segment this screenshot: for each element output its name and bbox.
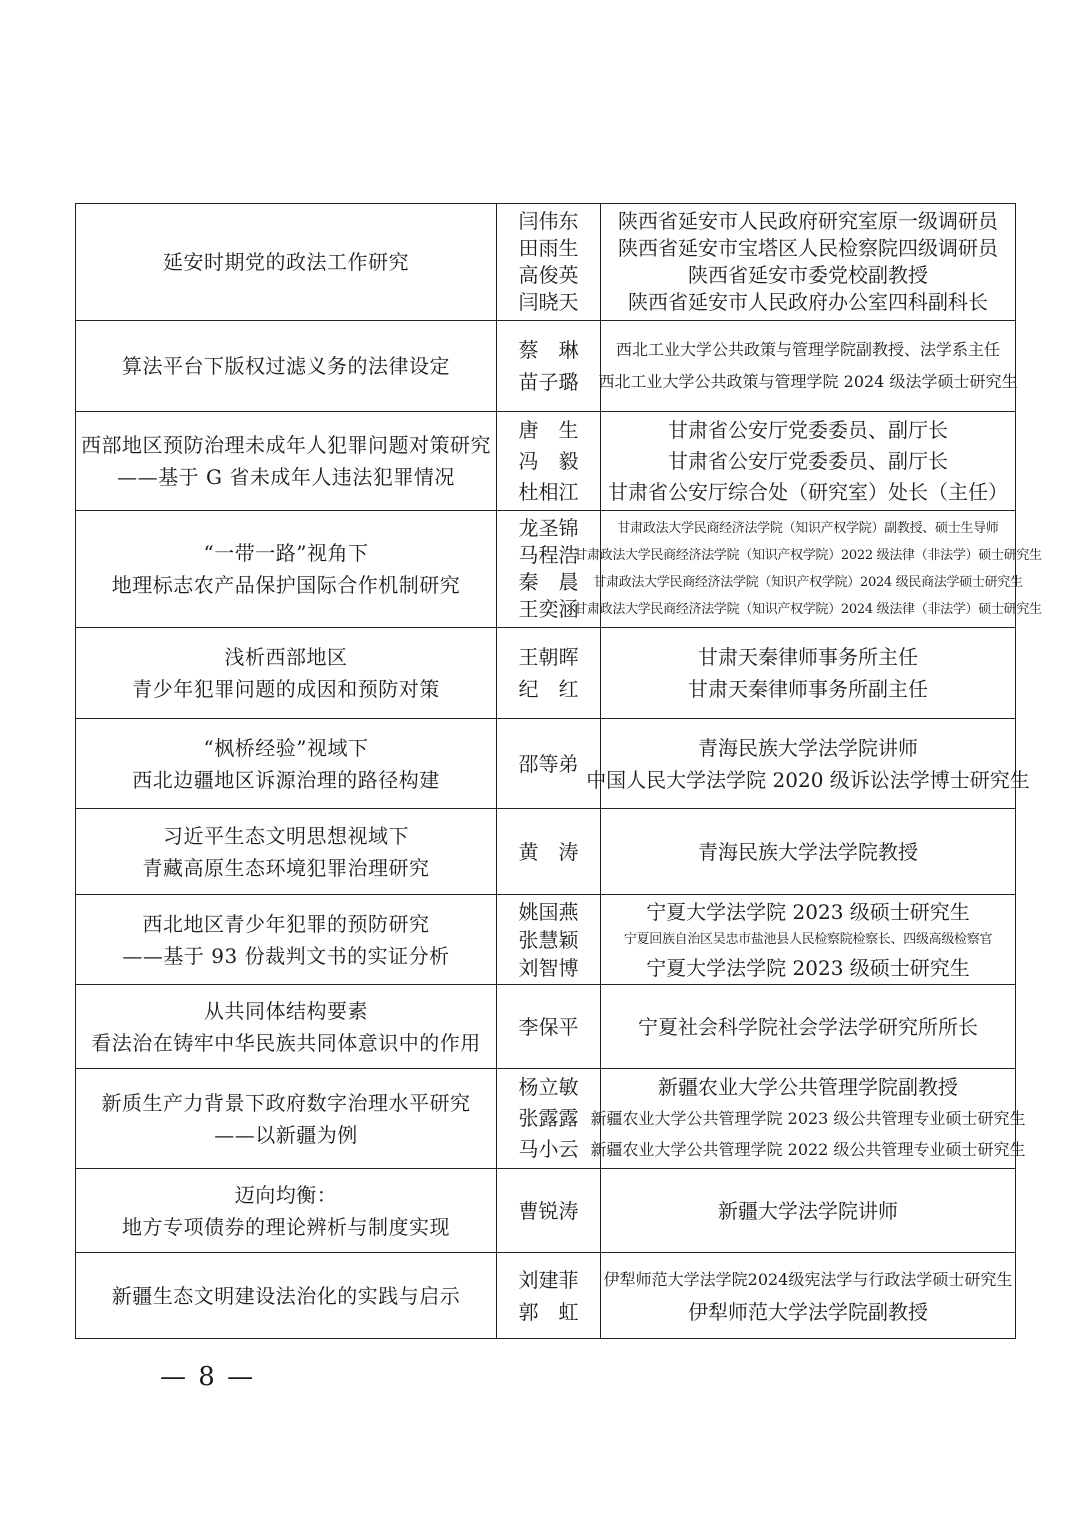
paper-title-cell <box>76 628 497 719</box>
affiliation-line: 甘肃政法大学民商经济法学院（知识产权学院）2024 级民商法学硕士研究生 <box>593 575 1023 590</box>
author-name: 曹锐涛 <box>518 1198 579 1223</box>
author-cell <box>497 412 601 511</box>
table-row <box>76 985 1016 1069</box>
paper-title-line: ——基于 G 省未成年人违法犯罪情况 <box>117 465 455 489</box>
affiliation-cell <box>574 511 1042 628</box>
affiliation-line: 甘肃天秦律师事务所副主任 <box>688 677 928 701</box>
table-row <box>76 1069 1016 1169</box>
affiliation-line: 陕西省延安市宝塔区人民检察院四级调研员 <box>618 236 998 260</box>
award-list-table <box>75 203 1042 1339</box>
author-name: 杜相江 <box>518 479 579 504</box>
author-name: 闫伟东 <box>518 209 579 233</box>
paper-title-line: 从共同体结构要素 <box>204 998 368 1023</box>
author-name: 苗子璐 <box>518 370 579 394</box>
affiliation-line: 陕西省延安市人民政府办公室四科副科长 <box>628 290 988 314</box>
affiliation-line: 新疆农业大学公共管理学院副教授 <box>658 1075 958 1099</box>
table-row <box>76 719 1016 809</box>
affiliation-line: 甘肃天秦律师事务所主任 <box>698 645 918 669</box>
paper-title-line: 西部地区预防治理未成年人犯罪问题对策研究 <box>81 433 491 457</box>
table-row <box>76 204 1016 321</box>
author-cell <box>497 321 601 412</box>
affiliation-line: 西北工业大学公共政策与管理学院 2024 级法学硕士研究生 <box>598 372 1018 391</box>
author-name: 秦 晨 <box>518 570 579 594</box>
author-name: 郭 虹 <box>518 1299 579 1324</box>
paper-title-cell <box>76 321 497 412</box>
affiliation-line: 西北工业大学公共政策与管理学院副教授、法学系主任 <box>615 340 1000 359</box>
paper-title-cell <box>76 1253 497 1339</box>
paper-title-cell <box>76 412 497 511</box>
author-name: 王奕涵 <box>518 597 579 621</box>
affiliation-line: 青海民族大学法学院讲师 <box>698 735 918 760</box>
paper-title-line: 地理标志农产品保护国际合作机制研究 <box>111 573 461 597</box>
page-number: — 8 — <box>160 1362 256 1392</box>
author-name: 李保平 <box>518 1014 579 1039</box>
paper-title-line: 看法治在铸牢中华民族共同体意识中的作用 <box>91 1030 481 1055</box>
author-name: 姚国燕 <box>518 899 579 924</box>
author-cell <box>497 719 601 809</box>
affiliation-line: 甘肃省公安厅党委委员、副厅长 <box>668 448 948 473</box>
paper-title-line: 西北地区青少年犯罪的预防研究 <box>142 911 430 936</box>
table-row <box>76 809 1016 895</box>
affiliation-cell <box>598 321 1018 412</box>
table-row <box>76 628 1016 719</box>
paper-title-line: 新质生产力背景下政府数字治理水平研究 <box>101 1090 471 1115</box>
affiliation-line: 宁夏大学法学院 2023 级硕士研究生 <box>646 899 970 924</box>
paper-title-line: 延安时期党的政法工作研究 <box>163 250 409 274</box>
affiliation-cell <box>601 1169 1016 1253</box>
author-cell <box>497 1253 601 1339</box>
author-name: 邵等弟 <box>518 751 579 776</box>
author-cell <box>497 1169 601 1253</box>
paper-title-line: 青藏高原生态环境犯罪治理研究 <box>142 855 430 880</box>
author-cell <box>497 895 601 985</box>
author-name: 黄 涛 <box>518 839 579 864</box>
paper-title-cell <box>76 719 497 809</box>
author-name: 唐 生 <box>518 417 579 442</box>
author-name: 马程浩 <box>518 543 579 567</box>
affiliation-line: 新疆大学法学院讲师 <box>718 1198 898 1223</box>
author-cell <box>497 1069 601 1169</box>
paper-title-line: 青少年犯罪问题的成因和预防对策 <box>132 677 440 701</box>
affiliation-cell <box>601 1253 1016 1339</box>
author-name: 张露露 <box>518 1106 579 1130</box>
affiliation-line: 伊犁师范大学法学院副教授 <box>688 1299 928 1324</box>
table-row <box>76 1253 1016 1339</box>
paper-title-cell <box>76 1169 497 1253</box>
affiliation-cell <box>590 1069 1026 1169</box>
paper-title-line: “枫桥经验”视域下 <box>203 735 369 760</box>
affiliation-line: 甘肃政法大学民商经济法学院（知识产权学院）副教授、硕士生导师 <box>617 521 999 536</box>
paper-title-cell <box>76 204 497 321</box>
affiliation-line: 甘肃省公安厅党委委员、副厅长 <box>668 417 948 442</box>
paper-title-line: 浅析西部地区 <box>224 645 348 669</box>
table-row <box>76 412 1016 511</box>
author-name: 刘建菲 <box>518 1267 579 1292</box>
paper-title-line: “一带一路”视角下 <box>203 541 369 565</box>
paper-title-line: 迈向均衡： <box>234 1182 338 1207</box>
author-name: 闫晓天 <box>518 290 579 314</box>
paper-title-line: 习近平生态文明思想视域下 <box>163 823 409 848</box>
affiliation-line: 甘肃政法大学民商经济法学院（知识产权学院）2022 级法律（非法学）硕士研究生 <box>574 548 1042 563</box>
author-name: 杨立敏 <box>518 1075 579 1099</box>
affiliation-cell <box>601 985 1016 1069</box>
affiliation-line: 新疆农业大学公共管理学院 2022 级公共管理专业硕士研究生 <box>590 1140 1026 1159</box>
paper-title-cell <box>76 1069 497 1169</box>
paper-title-line: ——基于 93 份裁判文书的实证分析 <box>122 943 450 968</box>
paper-title-line: 西北边疆地区诉源治理的路径构建 <box>132 767 440 792</box>
affiliation-line: 甘肃政法大学民商经济法学院（知识产权学院）2024 级法律（非法学）硕士研究生 <box>574 602 1042 617</box>
affiliation-line: 新疆农业大学公共管理学院 2023 级公共管理专业硕士研究生 <box>590 1109 1026 1128</box>
affiliation-line: 中国人民大学法学院 2020 级诉讼法学博士研究生 <box>586 767 1030 792</box>
table-row <box>76 1169 1016 1253</box>
table-row <box>76 511 1016 628</box>
table-body <box>76 204 1042 1339</box>
affiliation-cell <box>601 809 1016 895</box>
table-row <box>76 321 1016 412</box>
author-name: 龙圣锦 <box>518 516 579 540</box>
paper-title-line: 地方专项债券的理论辨析与制度实现 <box>122 1214 450 1239</box>
affiliation-line: 伊犁师范大学法学院2024级宪法学与行政法学硕士研究生 <box>603 1269 1013 1289</box>
affiliation-line: 甘肃省公安厅综合处（研究室）处长（主任） <box>608 479 1008 504</box>
affiliation-line: 宁夏回族自治区吴忠市盐池县人民检察院检察长、四级高级检察官 <box>623 931 993 947</box>
author-name: 田雨生 <box>518 236 579 260</box>
author-name: 马小云 <box>518 1137 579 1161</box>
author-cell <box>497 809 601 895</box>
paper-title-line: ——以新疆为例 <box>214 1122 358 1147</box>
paper-title-cell <box>76 511 497 628</box>
affiliation-line: 宁夏大学法学院 2023 级硕士研究生 <box>646 955 970 980</box>
paper-title-cell <box>76 809 497 895</box>
author-cell <box>497 204 601 321</box>
author-cell <box>497 985 601 1069</box>
author-name: 纪 红 <box>518 677 579 701</box>
paper-title-cell <box>76 895 497 985</box>
affiliation-cell <box>601 895 1016 985</box>
affiliation-cell <box>601 628 1016 719</box>
affiliation-cell <box>586 719 1030 809</box>
paper-title-line: 新疆生态文明建设法治化的实践与启示 <box>111 1283 461 1308</box>
author-name: 刘智博 <box>518 955 579 980</box>
author-name: 张慧颖 <box>518 927 579 952</box>
affiliation-cell <box>601 204 1016 321</box>
table-row <box>76 895 1016 985</box>
affiliation-line: 陕西省延安市人民政府研究室原一级调研员 <box>618 209 998 233</box>
author-name: 蔡 琳 <box>518 338 579 362</box>
affiliation-line: 宁夏社会科学院社会学法学研究所所长 <box>638 1014 978 1039</box>
author-name: 王朝晖 <box>518 645 579 669</box>
paper-title-cell <box>76 985 497 1069</box>
author-cell <box>497 628 601 719</box>
paper-title-line: 算法平台下版权过滤义务的法律设定 <box>122 354 450 378</box>
author-name: 高俊英 <box>518 263 579 287</box>
affiliation-line: 陕西省延安市委党校副教授 <box>688 263 928 287</box>
author-name: 冯 毅 <box>518 448 579 473</box>
affiliation-line: 青海民族大学法学院教授 <box>698 839 918 864</box>
affiliation-cell <box>601 412 1016 511</box>
